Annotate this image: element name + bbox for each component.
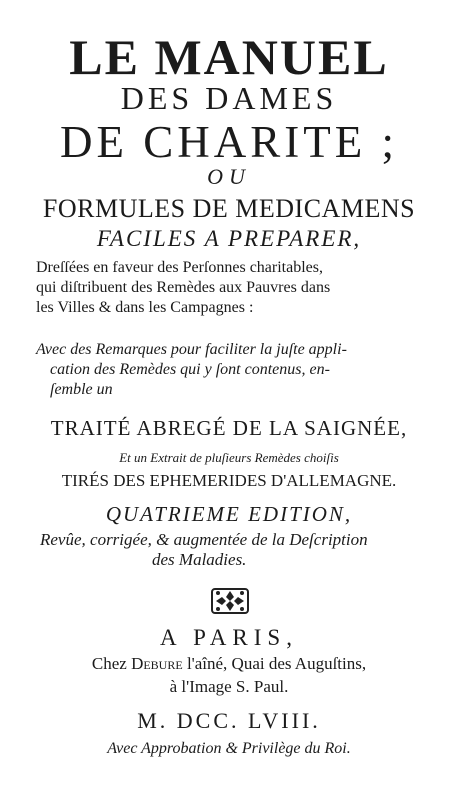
imprint-chez-prefix: Chez: [91, 654, 132, 673]
remarques-line-1: Avec des Remarques pour faciliter la juſte appli-: [36, 341, 347, 358]
traite-heading: TRAITÉ ABREGÉ DE LA SAIGNÉE,: [50, 416, 408, 440]
ou-connector: OU: [207, 164, 251, 189]
dressees-line-3: les Villes & dans les Campagnes :: [36, 299, 254, 316]
subtitle-faciles: FACILES A PREPARER,: [96, 226, 362, 251]
dressees-line-1: Dreſſées en faveur des Perſonnes charitables,: [36, 259, 323, 276]
remarques-line-3: ſemble un: [50, 381, 113, 398]
revue-paragraph: [40, 530, 368, 570]
tires-heading: TIRÉS DES EPHEMERIDES D'ALLEMAGNE.: [61, 471, 397, 490]
imprint-chez-suffix: l'aîné, Quai des Auguſtins,: [182, 654, 367, 673]
extrait-line: Et un Extrait de pluſieurs Remèdes choiſis: [119, 450, 339, 465]
title-line-1: LE MANUEL: [69, 29, 389, 85]
imprint-printer-name: Debure: [131, 654, 183, 673]
remarques-line-2: cation des Remèdes qui y ſont contenus, en-: [50, 361, 330, 378]
revue-line-1: Revûe, corrigée, & augmentée de la Deſcription: [40, 530, 368, 549]
imprint-approbation: Avec Approbation & Privilège du Roi.: [107, 740, 351, 757]
imprint-sign: à l'Image S. Paul.: [169, 677, 289, 696]
imprint-date: M. DCC. LVIII.: [137, 708, 321, 733]
title-line-3: DE CHARITE ;: [60, 117, 398, 167]
imprint-printer-line: [0, 654, 458, 674]
fleuron-ornament-icon: [210, 587, 250, 615]
dressees-line-2: qui diſtribuent des Remèdes aux Pauvres dans: [36, 279, 331, 296]
revue-line-2: des Maladies.: [152, 550, 247, 569]
edition-heading: QUATRIEME EDITION,: [105, 502, 353, 526]
imprint-city: A PARIS,: [160, 625, 298, 650]
remarques-paragraph: [36, 340, 347, 400]
title-line-2: DES DAMES: [120, 80, 338, 116]
dressees-paragraph: [36, 258, 330, 318]
subtitle-formules: FORMULES DE MEDICAMENS: [42, 194, 416, 223]
